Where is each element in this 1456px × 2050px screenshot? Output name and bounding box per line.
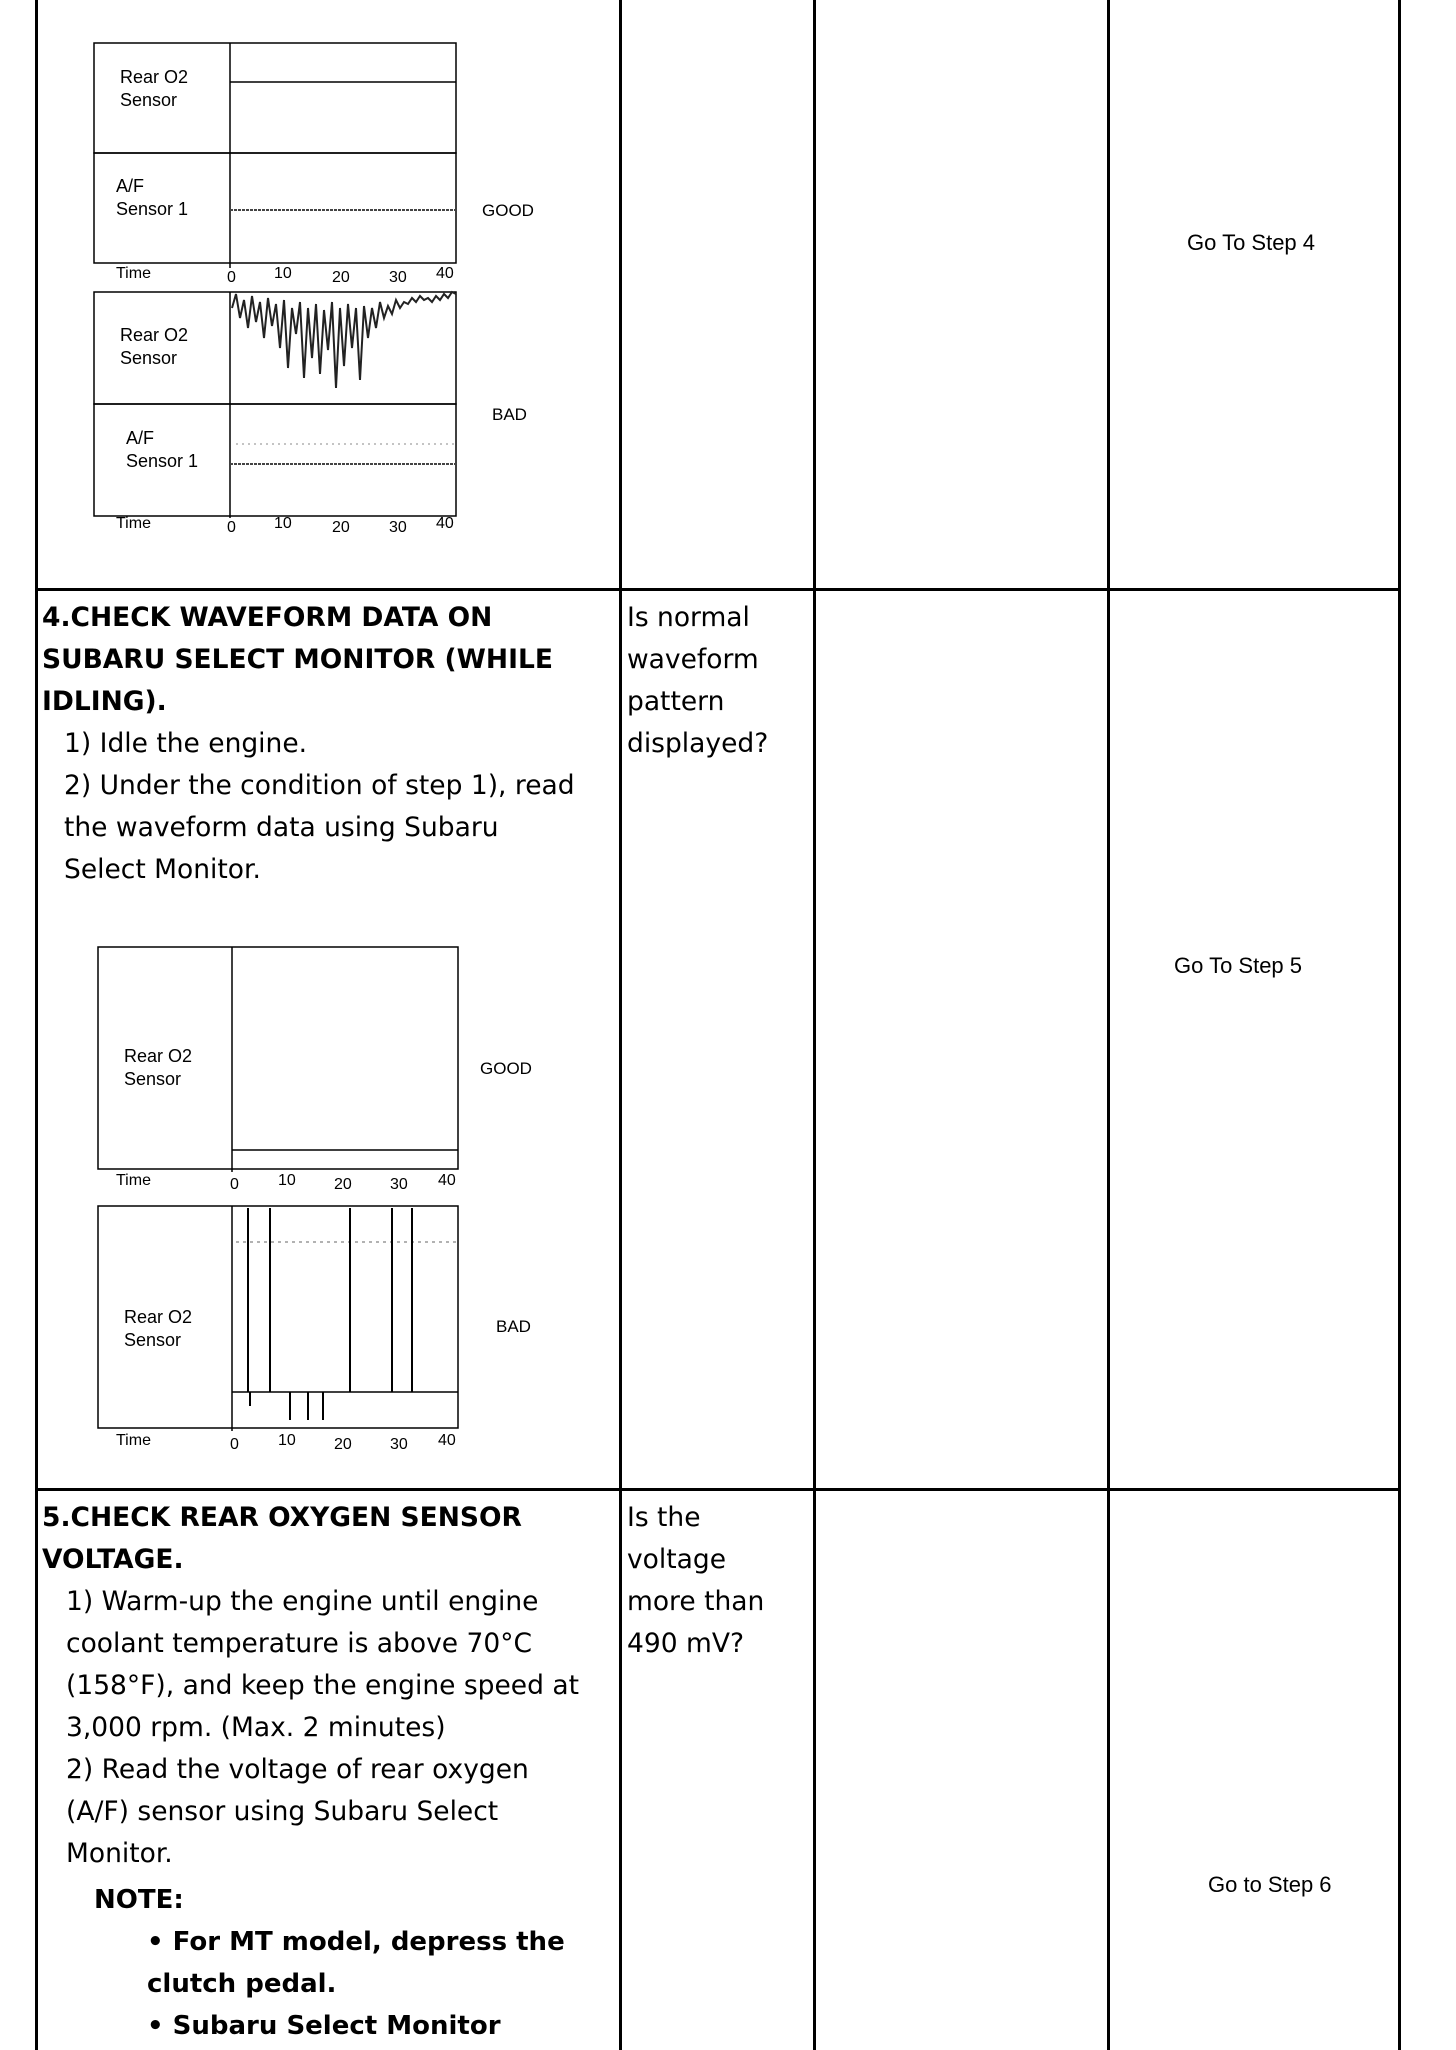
row3-good-tick-0: 0 (227, 269, 236, 286)
row5-step-instruction-2: 2) Read the voltage of rear oxygen (66, 1754, 529, 1785)
row4-good-sensor1-label: Rear O2 (124, 1046, 193, 1066)
row5-step-instruction-1: 1) Warm-up the engine until engine (66, 1586, 539, 1617)
row-divider-3-4 (35, 588, 1401, 591)
row5-note-item-1 (147, 1921, 617, 2005)
row4-step-instruction-2-cont-2: Select Monitor. (64, 854, 261, 885)
row3-bad-sensor1-label: Rear O2 (120, 325, 189, 345)
row3-good-time-label: Time (116, 265, 151, 282)
row4-bad-sensor1-label-2: Sensor (124, 1330, 182, 1350)
row4-step-title-line-3: IDLING). (42, 686, 167, 717)
row5-step-title-line-1: 5.CHECK REAR OXYGEN SENSOR (42, 1502, 522, 1533)
row4-good-status: GOOD (480, 1059, 532, 1078)
row5-step-instruction-1-cont-3: 3,000 rpm. (Max. 2 minutes) (66, 1712, 446, 1743)
row5-note-item-1-line-1: • For MT model, depress the (147, 1927, 565, 1957)
row4-good-tick-20: 20 (334, 1176, 352, 1193)
row4-bad-status: BAD (496, 1317, 531, 1336)
row4-good-tick-10: 10 (278, 1172, 296, 1189)
row4-bad-tick-40: 40 (438, 1432, 456, 1449)
row3-waveform-bad-chart (40, 278, 615, 578)
row4-bad-tick-10: 10 (278, 1432, 296, 1449)
row3-good-tick-40: 40 (436, 265, 454, 282)
row3-bad-status: BAD (492, 405, 527, 424)
row4-good-tick-0: 0 (230, 1176, 239, 1193)
row4-waveform-bad-chart (40, 1196, 615, 1456)
row3-good-status: GOOD (482, 201, 534, 220)
row3-good-sensor2-label: A/F (116, 176, 145, 196)
row4-bad-tick-0: 0 (230, 1436, 239, 1453)
row3-waveform-good-chart (40, 20, 615, 320)
row4-step-instruction-1: 1) Idle the engine. (64, 728, 308, 759)
row3-bad-time-label: Time (116, 515, 151, 532)
row4-step-instruction-2-cont: the waveform data using Subaru (64, 812, 499, 843)
row4-good-tick-30: 30 (390, 1176, 408, 1193)
row4-bad-time-label: Time (116, 1432, 151, 1449)
row4-good-sensor1-label-2: Sensor (124, 1069, 182, 1089)
row3-bad-tick-40: 40 (436, 515, 454, 532)
row5-step-instruction-2-cont-2: Monitor. (66, 1838, 173, 1869)
row3-bad-waveform-trace (232, 292, 456, 388)
row5-step-instruction-2-cont: (A/F) sensor using Subaru Select (66, 1796, 499, 1827)
row3-diagnosis-cell (40, 0, 615, 585)
row3-bad-tick-30: 30 (389, 519, 407, 536)
row4-question-line-1: Is normal (627, 602, 750, 633)
row4-good-time-label: Time (116, 1172, 151, 1189)
row5-note-item-2 (147, 2005, 617, 2047)
row5-note-label: NOTE: (94, 1885, 184, 1915)
row4-step-title-line-1: 4.CHECK WAVEFORM DATA ON (42, 602, 493, 633)
row4-good-tick-40: 40 (438, 1172, 456, 1189)
row5-step-instruction-1-cont: coolant temperature is above 70°C (66, 1628, 532, 1659)
row5-yes-action: Go to Step 6 (1208, 1872, 1332, 1897)
row3-good-sensor2-label-2: Sensor 1 (116, 199, 189, 219)
row-divider-4-5 (35, 1488, 1401, 1491)
row3-bad-tick-0: 0 (227, 519, 236, 536)
row3-yes-action: Go To Step 4 (1187, 230, 1316, 255)
row5-question-cell (627, 1497, 812, 1665)
row5-step-instruction-1-cont-2: (158°F), and keep the engine speed at (66, 1670, 579, 1701)
row4-bad-tick-30: 30 (390, 1436, 408, 1453)
row5-note-item-2-line-1: • Subaru Select Monitor (147, 2011, 501, 2041)
row3-bad-sensor1-label-2: Sensor (120, 348, 178, 368)
row4-waveform-good-chart (40, 940, 615, 1200)
row4-question-line-4: displayed? (627, 728, 769, 759)
row5-question-line-4: 490 mV? (627, 1628, 745, 1659)
row4-bad-tick-20: 20 (334, 1436, 352, 1453)
table-border-col2 (813, 0, 816, 2050)
row3-good-tick-20: 20 (332, 269, 350, 286)
row4-question-line-3: pattern (627, 686, 725, 717)
row5-diagnosis-cell (42, 1497, 617, 2047)
row3-bad-sensor2-label-2: Sensor 1 (126, 451, 199, 471)
table-border-col3 (1107, 0, 1110, 2050)
row5-question-line-3: more than (627, 1586, 765, 1617)
row3-good-sensor1-label-2: Sensor (120, 90, 178, 110)
row5-question-line-1: Is the (627, 1502, 701, 1533)
row3-bad-tick-10: 10 (274, 515, 292, 532)
row3-bad-tick-20: 20 (332, 519, 350, 536)
row4-step-title-line-2: SUBARU SELECT MONITOR (WHILE (42, 644, 553, 675)
row4-diagnosis-cell (42, 597, 617, 891)
row4-question-cell (627, 597, 812, 765)
row4-yes-action: Go To Step 5 (1174, 953, 1303, 978)
row5-note-item-1-line-2: clutch pedal. (147, 1969, 337, 1999)
row3-good-tick-30: 30 (389, 269, 407, 286)
row4-bad-sensor1-label: Rear O2 (124, 1307, 193, 1327)
row5-question-line-2: voltage (627, 1544, 727, 1575)
table-border-right (1398, 0, 1401, 2050)
table-border-left (35, 0, 38, 2050)
row3-bad-sensor2-label: A/F (126, 428, 155, 448)
row4-question-line-2: waveform (627, 644, 759, 675)
row4-step-instruction-2: 2) Under the condition of step 1), read (64, 770, 575, 801)
row3-good-tick-10: 10 (274, 265, 292, 282)
table-border-col1 (619, 0, 622, 2050)
row3-good-sensor1-label: Rear O2 (120, 67, 189, 87)
row5-step-title-line-2: VOLTAGE. (42, 1544, 184, 1575)
